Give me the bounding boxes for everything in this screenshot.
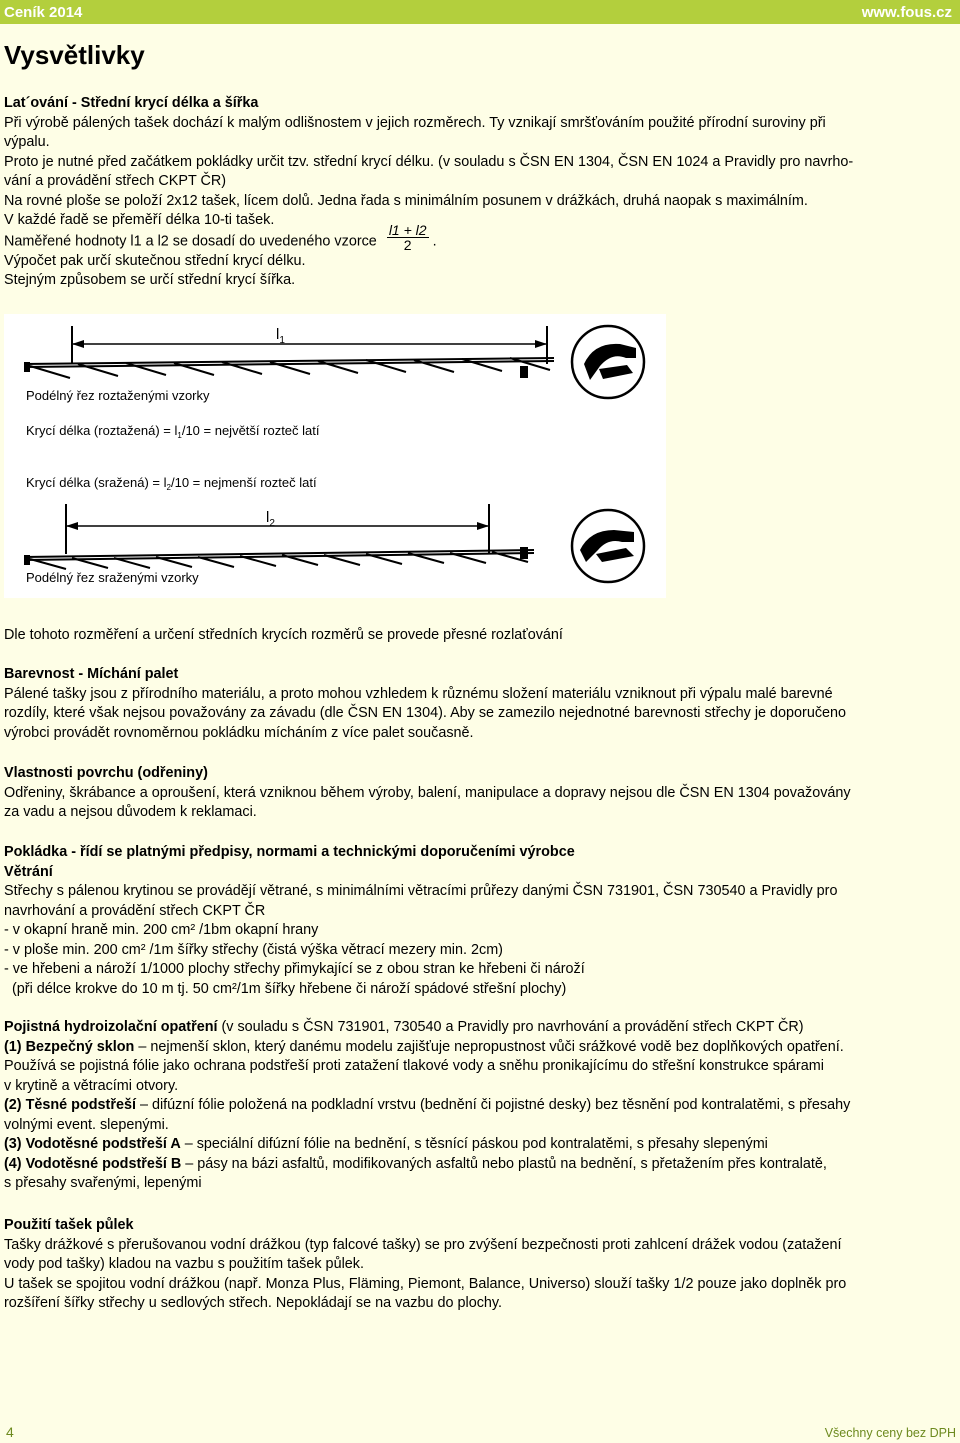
tile-measurement-diagram	[4, 314, 666, 598]
formula-period: .	[432, 232, 437, 249]
section-heading: Lat´ování - Střední krycí délka a šířka	[4, 95, 259, 111]
formula-line	[4, 221, 956, 253]
section-barevnost	[4, 665, 956, 743]
item-text: – difúzní fólie položená na podkladní vrstvu (bednění či pojistné desky) bez těsnění pod kontralatěmi, s přesahy	[135, 1097, 851, 1113]
text-line: rozšíření šířky střechy u sedlových střech. Nepokládají se na vazbu do plochy.	[4, 1295, 503, 1311]
item-line	[4, 1096, 956, 1116]
section-heading-line	[4, 1018, 956, 1038]
section-vlastnosti	[4, 764, 956, 823]
text-line: Stejným způsobem se určí střední krycí šířka.	[4, 272, 296, 288]
label-l1: $l_1$	[276, 326, 285, 346]
section-heading: Pokládka - řídí se platnými předpisy, normami a technickými doporučeními výrobce	[4, 844, 575, 860]
top-tile-row	[24, 358, 554, 378]
item-title: (2) Těsné podstřeší	[4, 1097, 136, 1113]
text-line: Odřeniny, škrábance a oproušení, která vzniknou během výroby, balení, manipulace a dopravy nejsou dle ČSN EN 1304 považovány	[4, 784, 851, 801]
item-title: (4) Vodotěsné podstřeší B	[4, 1155, 182, 1172]
page-title: Vysvětlivky	[4, 40, 145, 70]
header-bar	[0, 0, 960, 24]
item-line	[4, 1135, 956, 1155]
text-line: vání a provádění střech CKPT ČR)	[4, 173, 227, 189]
item-text: – pásy na bázi asfaltů, modifikovaných asfaltů nebo plastů na bednění, s přetažením přes kontralatě,	[181, 1155, 827, 1172]
text-line: s přesahy svařenými, lepenými	[4, 1175, 202, 1191]
text-line: V každé řadě se přeměří délka 10-ti tašek.	[4, 212, 275, 228]
section-pulky	[4, 1216, 956, 1314]
section-intro-after-figure	[4, 626, 956, 646]
header-title: Ceník 2014	[4, 3, 83, 21]
header-website-link[interactable]: www.fous.cz	[861, 3, 952, 21]
text-line: Používá se pojistná fólie jako ochrana podstřeší proti zatažení tlakové vody a sněhu pronikajícímu do střešní konstrukce spárami	[4, 1058, 824, 1074]
text-line: výpalu.	[4, 134, 50, 150]
text-line: Proto je nutné před začátkem pokládky určit tzv. střední krycí délku. (v souladu s ČSN EN 1304, ČSN EN 1024 a Pravidly pro navrho-	[4, 153, 854, 170]
section-heading: Použití tašek půlek	[4, 1217, 134, 1233]
text-line: Dle tohoto rozměření a určení středních krycích rozměrů se provede přesné rozlaťování	[4, 627, 563, 643]
section-pojistna	[4, 1018, 956, 1194]
text-line: Při výrobě pálených tašek dochází k malým odlišnostem v jejich rozměrech. Ty vznikají smršťováním použité přírodní suroviny při	[4, 114, 826, 131]
item-line	[4, 1038, 956, 1058]
caption-bottom: Podélný řez sraženými vzorky	[26, 570, 199, 585]
item-title: (3) Vodotěsné podstřeší A	[4, 1136, 181, 1152]
text-line: za vadu a nejsou důvodem k reklamaci.	[4, 804, 257, 820]
section-pokladka	[4, 843, 956, 999]
text-line: Pálené tašky jsou z přírodního materiálu, a proto mohou vzhledem k různému složení materiálu vzniknout při výpalu malé barevné	[4, 685, 833, 702]
footer-note: Všechny ceny bez DPH	[824, 1426, 956, 1440]
text-line: vody pod tašky) kladou na vazbu s použitím tašek půlek.	[4, 1256, 364, 1272]
formula-bottom: Krycí délka (sražená) = $l_2/10$ = nejmenší rozteč latí	[26, 475, 317, 492]
detail-circle-bottom	[572, 510, 644, 582]
text-line: v krytině a větracími otvory.	[4, 1077, 179, 1094]
detail-circle-top	[572, 326, 644, 398]
section-heading: Vlastnosti povrchu (odřeniny)	[4, 765, 208, 781]
text-line: volnými event. slepenými.	[4, 1116, 169, 1133]
bottom-tile-row	[24, 550, 534, 569]
label-l2: $l_2$	[266, 509, 275, 529]
text-line: Střechy s pálenou krytinou se provádějí větrané, s minimálními větracími průřezy danými ČSN 731901, ČSN 730540 a Pravidly pro	[4, 883, 838, 899]
item-line	[4, 1155, 956, 1175]
text-line: navrhování a provádění střech CKPT ČR	[4, 902, 266, 919]
formula-fraction	[387, 223, 429, 252]
text-line: - ve hřebeni a nároží 1/1000 plochy střechy přimykající se z obou stran ke hřebeni či nároží	[4, 961, 585, 977]
item-text: – speciální difúzní fólie na bednění, s těsnící páskou pod kontralatěmi, s přesahy slepenými	[180, 1136, 768, 1152]
text-line: Na rovné ploše se položí 2x12 tašek, lícem dolů. Jedna řada s minimálním posunem v drážkách, druhá naopak s maximálním.	[4, 192, 808, 209]
text-line: Výpočet pak určí skutečnou střední krycí délku.	[4, 252, 306, 269]
caption-top: Podélný řez roztaženými vzorky	[26, 388, 210, 403]
text-line: rozdíly, které však nejsou považovány za závadu (dle ČSN EN 1304). Aby se zamezilo nejednotné barevnosti střechy je doporučeno	[4, 705, 847, 721]
text-line: (při délce krokve do 10 m tj. 50 cm²/1m šířky hřebene či nároží spádové střešní plochy)	[4, 980, 567, 997]
section-lacovani	[4, 94, 956, 291]
formula-numerator: l1 + l2	[388, 221, 427, 238]
section-heading: Pojistná hydroizolační opatření	[4, 1019, 218, 1035]
item-title: (1) Bezpečný sklon	[4, 1038, 135, 1055]
text-line: - v okapní hraně min. 200 cm² /1bm okapní hrany	[4, 922, 319, 938]
page-number: 4	[6, 1424, 14, 1440]
section-subheading: Větrání	[4, 863, 53, 880]
formula-denominator: 2	[403, 236, 412, 253]
text-line: U tašek se spojitou vodní drážkou (např. Monza Plus, Fläming, Piemont, Balance, Universo) slouží tašky 1/2 pouze jako doplněk pro	[4, 1275, 847, 1292]
text-line: - v ploše min. 200 cm² /1m šířky střechy (čistá výška větrací mezery min. 2cm)	[4, 941, 503, 958]
formula-text: Naměřené hodnoty l1 a l2 se dosadí do uvedeného vzorce	[4, 232, 377, 249]
section-heading: Barevnost - Míchání palet	[4, 666, 179, 682]
diagram-svg	[4, 314, 666, 598]
text-line: výrobci provádět rovnoměrnou pokládku mícháním z více palet současně.	[4, 724, 474, 741]
formula-top: Krycí délka (roztažená) = $l_1/10$ = největší rozteč latí	[26, 423, 320, 440]
text-line: Tašky drážkové s přerušovanou vodní drážkou (typ falcové tašky) se pro zvýšení bezpečnosti proti zahlcení drážek vodou (zatažení	[4, 1236, 842, 1253]
item-text: – nejmenší sklon, který danému modelu zajišťuje nepropustnost vůči srážkové vodě bez doplňkových opatření.	[134, 1038, 844, 1055]
section-heading-rest: (v souladu s ČSN 731901, 730540 a Pravidly pro navrhování a provádění střech CKPT ČR)	[217, 1019, 804, 1035]
